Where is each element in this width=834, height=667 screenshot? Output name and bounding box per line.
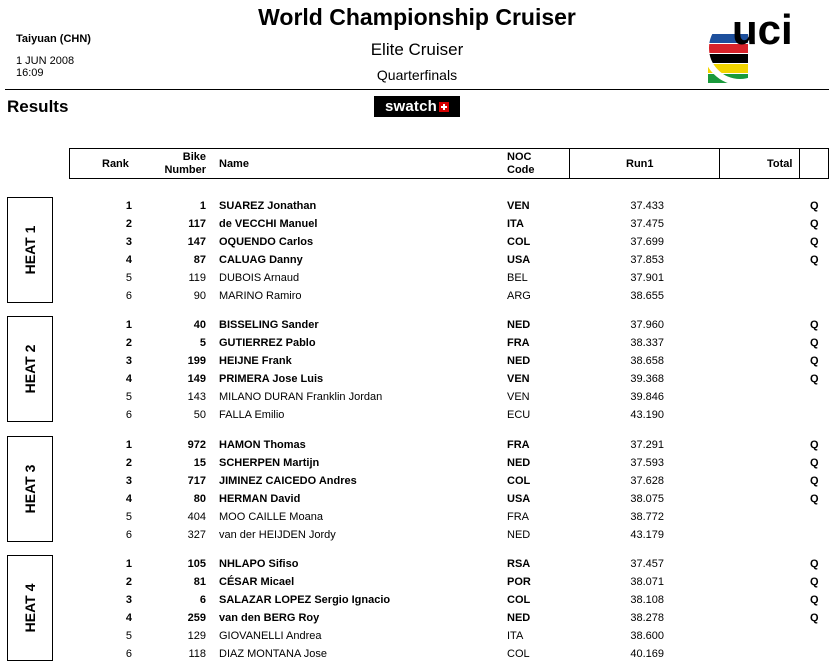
noc-code-cell: ARG bbox=[507, 289, 531, 302]
run1-time-cell: 38.658 bbox=[630, 354, 664, 367]
rider-name-cell: MARINO Ramiro bbox=[219, 289, 302, 302]
noc-code-cell: POR bbox=[507, 575, 531, 588]
heat-label: HEAT 4 bbox=[22, 583, 38, 633]
rider-name-cell: JIMINEZ CAICEDO Andres bbox=[219, 474, 357, 487]
col-separator bbox=[569, 149, 570, 178]
bike-number-cell: 147 bbox=[187, 235, 206, 248]
rider-name-cell: CÉSAR Micael bbox=[219, 575, 295, 588]
run1-time-cell: 38.075 bbox=[630, 492, 664, 505]
table-row bbox=[0, 573, 834, 591]
qualified-cell: Q bbox=[810, 456, 819, 469]
venue: Taiyuan (CHN) bbox=[16, 33, 91, 45]
run1-time-cell: 37.699 bbox=[630, 235, 664, 248]
uci-logo-text: uci bbox=[732, 6, 793, 53]
noc-code-cell: NED bbox=[507, 456, 531, 469]
event-date: 1 JUN 2008 bbox=[16, 55, 75, 67]
bike-number-cell: 199 bbox=[187, 354, 206, 367]
rank-cell: 3 bbox=[125, 593, 132, 606]
rider-name-cell: de VECCHI Manuel bbox=[219, 217, 318, 230]
rider-name-cell: MILANO DURAN Franklin Jordan bbox=[219, 390, 383, 403]
table-row bbox=[0, 454, 834, 472]
qualified-cell: Q bbox=[810, 336, 819, 349]
rider-name-cell: SCHERPEN Martijn bbox=[219, 456, 320, 469]
table-row bbox=[0, 436, 834, 454]
noc-code-cell: COL bbox=[507, 647, 530, 660]
bike-number-cell: 90 bbox=[193, 289, 206, 302]
bike-number-cell: 15 bbox=[193, 456, 206, 469]
run1-time-cell: 38.108 bbox=[630, 593, 664, 606]
bike-number-cell: 40 bbox=[193, 319, 206, 331]
rider-name-cell: SALAZAR LOPEZ Sergio Ignacio bbox=[219, 593, 391, 606]
event-category: Elite Cruiser bbox=[370, 40, 464, 59]
run1-time-cell: 39.368 bbox=[630, 372, 664, 385]
noc-code-cell: VEN bbox=[507, 372, 530, 385]
col-rank: Rank bbox=[102, 158, 129, 170]
rider-name-cell: HERMAN David bbox=[219, 492, 301, 505]
rider-name-cell: MOO CAILLE Moana bbox=[219, 510, 323, 523]
rider-name-cell: PRIMERA Jose Luis bbox=[219, 372, 324, 385]
table-row bbox=[0, 406, 834, 424]
heat-label: HEAT 1 bbox=[22, 225, 38, 275]
rider-name-cell: BISSELING Sander bbox=[219, 319, 319, 331]
run1-time-cell: 39.846 bbox=[630, 390, 664, 403]
rank-cell: 4 bbox=[125, 492, 132, 505]
noc-code-cell: USA bbox=[507, 492, 531, 505]
table-row bbox=[0, 490, 834, 508]
run1-time-cell: 40.169 bbox=[630, 647, 664, 660]
table-row bbox=[0, 352, 834, 370]
rank-cell: 6 bbox=[125, 289, 132, 302]
rider-name-cell: HAMON Thomas bbox=[219, 439, 306, 451]
qualified-cell: Q bbox=[810, 593, 819, 606]
table-row bbox=[0, 370, 834, 388]
table-row bbox=[0, 251, 834, 269]
swiss-cross-icon bbox=[439, 102, 449, 112]
noc-code-cell: COL bbox=[507, 235, 531, 248]
col-name: Name bbox=[219, 158, 249, 170]
table-row bbox=[0, 472, 834, 490]
bike-number-cell: 143 bbox=[187, 390, 206, 403]
noc-code-cell: USA bbox=[507, 253, 531, 266]
noc-code-cell: ECU bbox=[507, 408, 531, 421]
bike-number-cell: 80 bbox=[193, 492, 206, 505]
bike-number-cell: 87 bbox=[193, 253, 206, 266]
qualified-cell: Q bbox=[810, 439, 819, 451]
noc-code-cell: ITA bbox=[507, 629, 524, 642]
rider-name-cell: DIAZ MONTANA Jose bbox=[219, 647, 327, 660]
noc-code-cell: NED bbox=[507, 611, 531, 624]
qualified-cell: Q bbox=[810, 474, 819, 487]
bike-number-cell: 118 bbox=[188, 647, 206, 660]
rank-cell: 4 bbox=[125, 372, 132, 385]
rider-name-cell: FALLA Emilio bbox=[219, 408, 285, 421]
noc-code-cell: VEN bbox=[507, 200, 530, 212]
run1-time-cell: 43.179 bbox=[630, 528, 664, 541]
rank-cell: 1 bbox=[125, 439, 132, 451]
run1-time-cell: 38.278 bbox=[630, 611, 664, 624]
rank-cell: 3 bbox=[125, 354, 132, 367]
rank-cell: 6 bbox=[125, 647, 132, 660]
rank-cell: 2 bbox=[125, 456, 132, 469]
run1-time-cell: 38.655 bbox=[630, 289, 664, 302]
rank-cell: 5 bbox=[125, 629, 132, 642]
col-noc-line2: Code bbox=[507, 164, 535, 176]
rank-cell: 2 bbox=[125, 575, 132, 588]
noc-code-cell: RSA bbox=[507, 558, 531, 570]
table-row bbox=[0, 627, 834, 645]
table-row bbox=[0, 645, 834, 663]
table-row bbox=[0, 508, 834, 526]
sponsor-logo bbox=[374, 96, 460, 117]
noc-code-cell: FRA bbox=[507, 336, 530, 349]
qualified-cell: Q bbox=[810, 558, 819, 570]
qualified-cell: Q bbox=[810, 235, 819, 248]
bike-number-cell: 5 bbox=[199, 336, 206, 349]
table-row bbox=[0, 215, 834, 233]
qualified-cell: Q bbox=[810, 372, 819, 385]
bike-number-cell: 6 bbox=[199, 593, 206, 606]
results-title: Results bbox=[7, 97, 69, 116]
table-row bbox=[0, 197, 834, 215]
rank-cell: 1 bbox=[125, 200, 132, 212]
bike-number-cell: 129 bbox=[187, 629, 206, 642]
run1-time-cell: 38.071 bbox=[630, 575, 664, 588]
rank-cell: 1 bbox=[125, 558, 132, 570]
rider-name-cell: OQUENDO Carlos bbox=[219, 235, 314, 248]
qualified-cell: Q bbox=[810, 611, 819, 624]
table-row bbox=[0, 334, 834, 352]
rider-name-cell: CALUAG Danny bbox=[219, 253, 303, 266]
bike-number-cell: 259 bbox=[187, 611, 206, 624]
table-row bbox=[0, 269, 834, 287]
rank-cell: 4 bbox=[125, 253, 132, 266]
rank-cell: 1 bbox=[125, 319, 132, 331]
run1-time-cell: 37.628 bbox=[630, 474, 664, 487]
run1-time-cell: 37.291 bbox=[630, 439, 664, 451]
rank-cell: 4 bbox=[125, 611, 132, 624]
run1-time-cell: 37.433 bbox=[630, 200, 664, 212]
heat-label: HEAT 2 bbox=[22, 344, 38, 394]
bike-number-cell: 149 bbox=[187, 372, 206, 385]
bike-number-cell: 119 bbox=[188, 271, 206, 284]
run1-time-cell: 37.960 bbox=[630, 319, 664, 331]
header-divider bbox=[5, 89, 829, 90]
noc-code-cell: BEL bbox=[507, 271, 528, 284]
run1-time-cell: 37.901 bbox=[630, 271, 664, 284]
noc-code-cell: COL bbox=[507, 593, 531, 606]
col-run1: Run1 bbox=[626, 158, 654, 170]
qualified-cell: Q bbox=[810, 354, 819, 367]
heat-label: HEAT 3 bbox=[22, 464, 38, 514]
qualified-cell: Q bbox=[810, 200, 819, 212]
bike-number-cell: 972 bbox=[187, 439, 206, 451]
table-row bbox=[0, 287, 834, 305]
noc-code-cell: NED bbox=[507, 528, 531, 541]
rider-name-cell: GUTIERREZ Pablo bbox=[219, 336, 316, 349]
run1-time-cell: 37.853 bbox=[630, 253, 664, 266]
col-total: Total bbox=[767, 158, 793, 170]
noc-code-cell: FRA bbox=[507, 439, 530, 451]
run1-time-cell: 38.772 bbox=[630, 510, 664, 523]
rank-cell: 2 bbox=[125, 217, 132, 230]
bike-number-cell: 404 bbox=[187, 510, 206, 523]
run1-time-cell: 38.337 bbox=[630, 336, 664, 349]
table-row bbox=[0, 388, 834, 406]
noc-code-cell: NED bbox=[507, 354, 531, 367]
bike-number-cell: 105 bbox=[187, 558, 206, 570]
rider-name-cell: GIOVANELLI Andrea bbox=[219, 629, 322, 642]
bike-number-cell: 117 bbox=[188, 217, 206, 230]
col-noc-line1: NOC bbox=[507, 151, 532, 163]
table-row bbox=[0, 609, 834, 627]
bike-number-cell: 50 bbox=[193, 408, 206, 421]
run1-time-cell: 43.190 bbox=[630, 408, 664, 421]
sponsor-name: swatch bbox=[384, 98, 438, 115]
col-separator bbox=[719, 149, 720, 178]
noc-code-cell: COL bbox=[507, 474, 531, 487]
noc-code-cell: VEN bbox=[507, 390, 530, 403]
table-row bbox=[0, 591, 834, 609]
qualified-cell: Q bbox=[810, 253, 819, 266]
rank-cell: 2 bbox=[125, 336, 132, 349]
rider-name-cell: van der HEIJDEN Jordy bbox=[219, 528, 336, 541]
rank-cell: 5 bbox=[125, 271, 132, 284]
col-separator bbox=[799, 149, 800, 178]
bike-number-cell: 81 bbox=[193, 575, 206, 588]
noc-code-cell: FRA bbox=[507, 510, 529, 523]
table-row bbox=[0, 316, 834, 334]
rank-cell: 6 bbox=[125, 408, 132, 421]
rider-name-cell: van den BERG Roy bbox=[219, 611, 320, 624]
run1-time-cell: 37.593 bbox=[630, 456, 664, 469]
table-row bbox=[0, 526, 834, 544]
event-time: 16:09 bbox=[16, 67, 44, 79]
rank-cell: 3 bbox=[125, 474, 132, 487]
bike-number-cell: 717 bbox=[187, 474, 206, 487]
table-row bbox=[0, 555, 834, 573]
column-header bbox=[69, 148, 829, 179]
col-bike-line1: Bike bbox=[182, 151, 206, 163]
rider-name-cell: DUBOIS Arnaud bbox=[219, 271, 300, 284]
col-bike-line2: Number bbox=[164, 164, 206, 176]
rank-cell: 5 bbox=[125, 510, 132, 523]
table-row bbox=[0, 233, 834, 251]
qualified-cell: Q bbox=[810, 492, 819, 505]
noc-code-cell: NED bbox=[507, 319, 531, 331]
run1-time-cell: 38.600 bbox=[630, 629, 664, 642]
run1-time-cell: 37.457 bbox=[630, 558, 664, 570]
qualified-cell: Q bbox=[810, 319, 819, 331]
rider-name-cell: HEIJNE Frank bbox=[219, 354, 292, 367]
qualified-cell: Q bbox=[810, 217, 819, 230]
rank-cell: 6 bbox=[125, 528, 132, 541]
rider-name-cell: NHLAPO Sifiso bbox=[219, 558, 299, 570]
event-phase: Quarterfinals bbox=[376, 67, 458, 83]
run1-time-cell: 37.475 bbox=[630, 217, 664, 230]
qualified-cell: Q bbox=[810, 575, 819, 588]
rank-cell: 5 bbox=[125, 390, 132, 403]
bike-number-cell: 327 bbox=[187, 528, 206, 541]
uci-logo bbox=[700, 4, 830, 86]
event-title: World Championship Cruiser bbox=[258, 4, 576, 30]
rider-name-cell: SUAREZ Jonathan bbox=[219, 200, 317, 212]
bike-number-cell: 1 bbox=[199, 200, 206, 212]
rank-cell: 3 bbox=[125, 235, 132, 248]
noc-code-cell: ITA bbox=[507, 217, 524, 230]
